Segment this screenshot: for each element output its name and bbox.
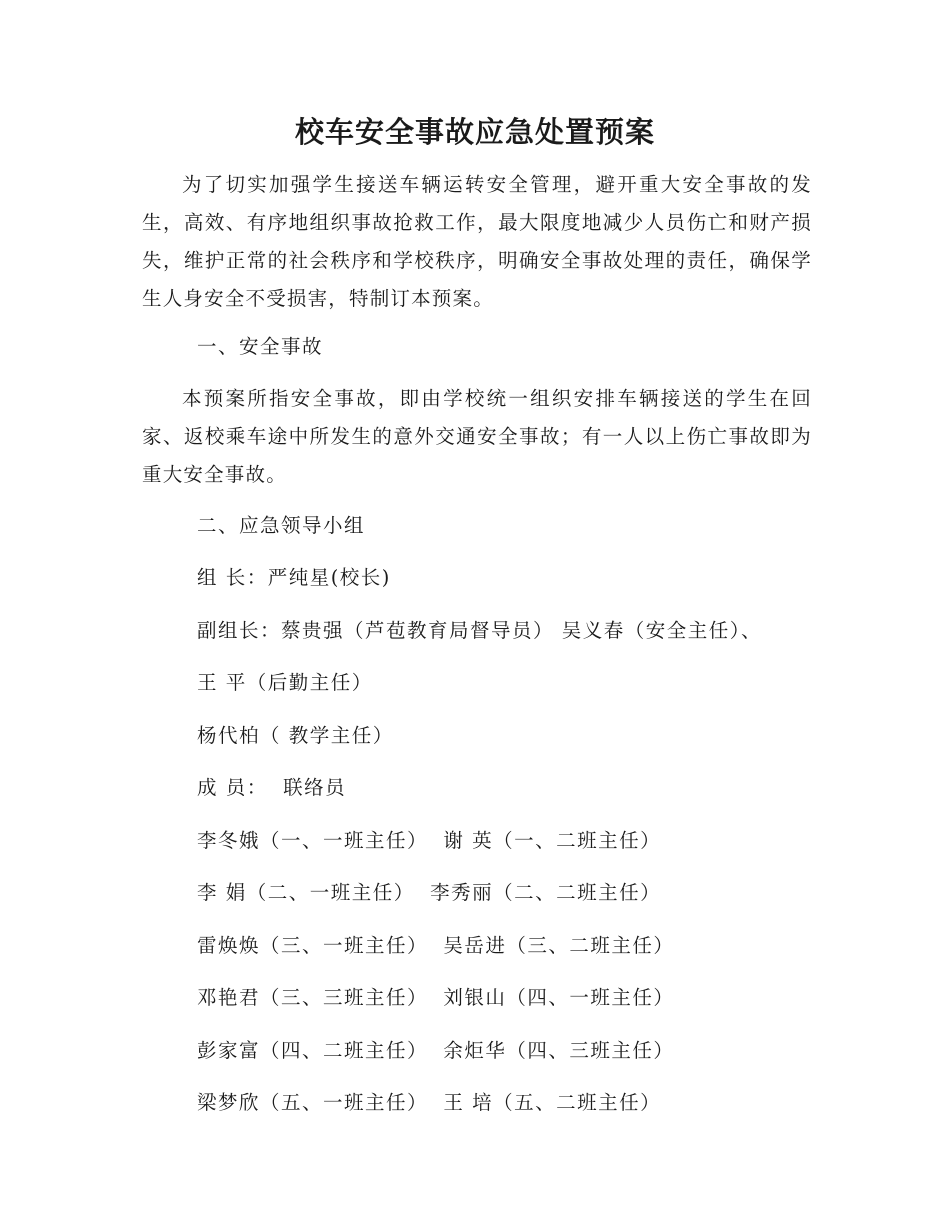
member-row: 雷焕焕（三、一班主任） 吴岳进（三、二班主任） xyxy=(197,934,675,957)
leader-line: 组 长：严纯星(校长) xyxy=(197,566,391,589)
deputy-line-3: 杨代柏（ 教学主任） xyxy=(197,724,394,747)
member-row: 梁梦欣（五、一班主任） 王 培（五、二班主任） xyxy=(197,1091,662,1114)
member-row: 李 娟（二、一班主任） 李秀丽（二、二班主任） xyxy=(197,881,662,904)
section1-heading: 一、安全事故 xyxy=(197,335,324,358)
document-title: 校车安全事故应急处置预案 xyxy=(294,115,655,149)
members-label: 成 员： 联络员 xyxy=(197,776,347,799)
intro-paragraph: 为了切实加强学生接送车辆运转安全管理，避开重大安全事故的发生，高效、有序地组织事故抢救工作，最大限度地减少人员伤亡和财产损失，维护正常的社会秩序和学校秩序，明确安全事故处理的责任，确保学生人身安全不受损害，特制订本预案。 xyxy=(142,173,812,310)
member-row: 李冬娥（一、一班主任） 谢 英（一、二班主任） xyxy=(197,829,662,852)
deputy-line-1: 副组长：蔡贵强（芦苞教育局督导员） 吴义春（安全主任）、 xyxy=(197,619,762,642)
section2-heading: 二、应急领导小组 xyxy=(197,514,366,537)
member-row: 彭家富（四、二班主任） 余炬华（四、三班主任） xyxy=(197,1039,675,1062)
section1-body: 本预案所指安全事故，即由学校统一组织安排车辆接送的学生在回家、返校乘车途中所发生的意外交通安全事故；有一人以上伤亡事故即为重大安全事故。 xyxy=(142,387,812,486)
deputy-line-2: 王 平（后勤主任） xyxy=(197,671,373,694)
member-row: 邓艳君（三、三班主任） 刘银山（四、一班主任） xyxy=(197,986,675,1009)
